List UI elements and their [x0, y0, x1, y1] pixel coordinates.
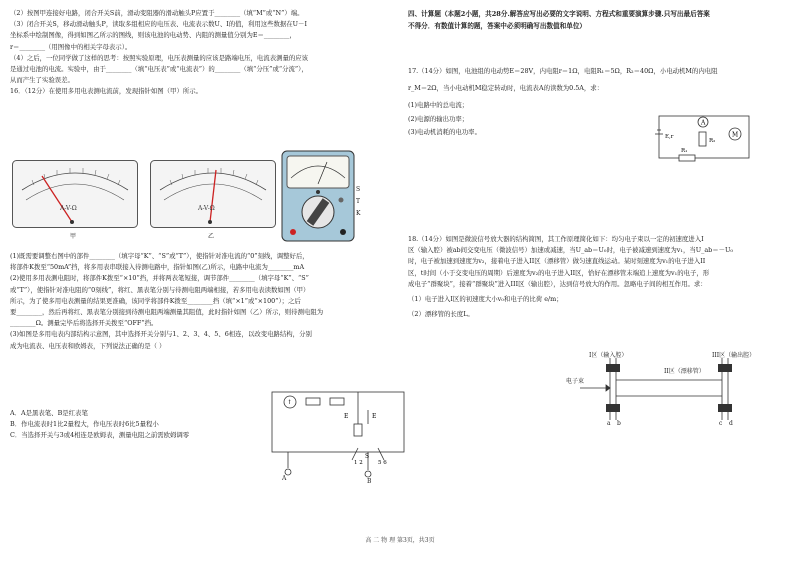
label-R2: R₂: [709, 138, 716, 144]
svg-text:5 6: 5 6: [378, 460, 387, 466]
meter-figure-yi: [150, 160, 276, 228]
meter-yi-svg: [150, 160, 276, 228]
paragraph: （2）按图甲连接好电路，闭合开关S前，滑动变阻器的滑动触头P应置于________（填“M”或“N”）端。: [10, 9, 304, 17]
option-b: B．作电流表时1比2量程大，作电压表时6比5量程小: [10, 420, 159, 429]
question-16-body: [10, 251, 395, 352]
paragraph: 要________，然后再将红、黑表笔分别接到待测电阻两端测量其阻值，此时指针如图（乙）所示，则待测电阻为: [10, 308, 324, 317]
svg-text:E: E: [372, 413, 377, 420]
meter-figure-jia: [12, 160, 138, 228]
paragraph: ________Ω。测量完毕后将选择开关拨至“OFF”挡。: [10, 319, 158, 328]
paragraph: （4）之后，一位同学做了这样的思考：按照实验原理，电压表测量的应该是路端电压，电流表测量的应该: [10, 53, 309, 62]
label-d: d: [729, 420, 733, 427]
multimeter-svg: [281, 150, 355, 242]
paragraph: 将部件K拨至“50mA”挡，将多用表串联接入待测电路中，指针如图(乙)所示，电路中电流为________mA: [10, 263, 305, 272]
paragraph: 18.（14分）如图是微波信号放大器的结构简图，其工作原理简化如下：均匀电子束以一定的初速度进入I: [408, 235, 704, 243]
page-footer: 高 二 物 理 第3页，共3页: [365, 537, 435, 544]
option-a: A．A是黑表笔、B是红表笔: [10, 409, 88, 417]
label-E: E,r: [665, 134, 674, 140]
paragraph: 是通过电池的电流。实验中，由于________（填“电压表”或“电流表”）的________（填“分压”或“分流”），: [10, 65, 308, 74]
figure-label-jia: 甲: [70, 233, 77, 240]
paragraph: 所示，为了使多用电表测量的结果更准确，该同学将部件K拨至________挡（填“×1”或“×100”）；之后: [10, 296, 301, 305]
label-c: c: [719, 420, 723, 427]
label-R1: R₁: [681, 148, 688, 154]
multimeter-figure: [281, 150, 355, 242]
label-M: M: [732, 131, 739, 139]
paragraph: r_M＝2Ω，当小电动机M稳定转动时，电流表A的读数为0.5A，求：: [408, 84, 604, 93]
options-list: [10, 408, 270, 442]
svg-text:E: E: [344, 413, 349, 420]
label-S: S: [356, 186, 361, 193]
sub-question: (1)电路中的总电流；: [408, 101, 469, 110]
sub-question: (3)电动机消耗的电功率。: [408, 127, 481, 136]
paragraph: 17.（14分）如图，电池组的电动势E＝28V，内电阻r＝1Ω，电阻R₁＝5Ω，R₂＝40Ω，小电动机M的内电阻: [408, 67, 718, 75]
paragraph: 或“T”），使指针对准电阻的“0刻线”，将红、黑表笔分别与待测电阻两端相接，若多用电表读数如图（甲）: [10, 285, 310, 294]
label-A: A: [701, 119, 706, 127]
amplifier-svg: [560, 350, 760, 430]
label-a: a: [607, 420, 611, 427]
question-16-title: 16．（12分）在使用多用电表测电流前，发现指针如图（甲）所示。: [10, 87, 202, 96]
meter-jia-svg: [12, 160, 138, 228]
circuit-svg: [268, 388, 408, 488]
zone-1-label: I区（输入腔）: [589, 352, 628, 359]
multimeter-circuit-diagram: [268, 388, 408, 488]
paragraph: (2)使用多用表测电阻时，将部件K拨至“×10”挡，并将两表笔短接，调节部件________（填字母“K”、“S”: [10, 274, 309, 283]
probe-A-label: A: [282, 475, 287, 482]
paragraph: 从而产生了实验误差。: [10, 76, 74, 85]
figure-label-yi: 乙: [208, 233, 215, 240]
meter-scale-label: A-V-Ω: [198, 205, 215, 212]
section-heading: 四、计算题（本题2小题，共28分.解答应写出必要的文字说明、方程式和重要演算步骤.只写出最后答案: [408, 10, 710, 18]
label-K: K: [356, 210, 361, 217]
paragraph: 区（输入腔）被ab间交变电压（微波信号）加速或减速，当U_ab＝U₀时，电子被减速到速度为v₁，当U_ab＝－U₀: [408, 246, 733, 255]
paragraph: 区，t时间（小于交变电压的周期）后速度为v₂的电子进入II区，恰好在漂移管末端追上速度为v₁的电子，形: [408, 268, 710, 277]
meter-scale-label: A-V-Ω: [60, 205, 77, 212]
paragraph: 成电子“群聚块”，接着“群聚块”进入III区（输出腔），达到信号放大的作用。忽略电子间的相互作用。求：: [408, 279, 707, 288]
option-c: C．当选择开关与3或4相连是欧姆表，测量电阻之前需欧姆调零: [10, 431, 190, 440]
paragraph: (3)如图是多用电表内部结构示意图，其中选择开关分别与1、2、3、4、5、6相连，以改变电路结构，分别: [10, 330, 312, 339]
zone-2-label: II区（漂移管）: [664, 368, 705, 375]
q17-circuit-diagram: [655, 112, 755, 164]
svg-text:S: S: [365, 453, 370, 460]
sub-question: (2)电源的输出功率；: [408, 114, 469, 123]
section-heading: 不得分．有数值计算的题，答案中必须明确写出数值和单位）: [408, 22, 587, 30]
paragraph: 时，电子被加速到速度为v₂，接着电子进入II区（漂移管）做匀速直线运动。某时刻速度为v₁的电子进入II: [408, 257, 706, 266]
label-T: T: [356, 198, 361, 205]
amplifier-diagram: [560, 350, 760, 430]
zone-3-label: III区（输出腔）: [712, 352, 756, 359]
q17-circuit-svg: [655, 112, 755, 164]
svg-text:↑: ↑: [287, 399, 293, 406]
paragraph: （3）闭合开关S，移动滑动触头P，读取多组相应的电压表、电流表示数U、I的值，利用这些数据在U－I: [10, 20, 307, 29]
electron-beam-label: 电子束: [566, 378, 585, 385]
sub-question: （1）电子进入I区的初速度大小v₀和电子的比荷 e/m；: [408, 295, 563, 304]
svg-text:1 2: 1 2: [354, 460, 363, 466]
paragraph: (1)既需要调整右图中的部件________（填字母“K”、“S”或“T”），使指针对准电流的“0”刻线，调整好后，: [10, 252, 309, 260]
question-18: [408, 234, 792, 320]
paragraph: r＝________（用图像中的相关字母表示）。: [10, 42, 132, 51]
label-b: b: [617, 420, 621, 427]
paragraph: 成为电流表、电压表和欧姆表，下列说法正确的是（ ）: [10, 341, 166, 350]
right-column: [408, 8, 792, 32]
left-column: [10, 8, 395, 98]
paragraph: 坐标系中绘制图像，得到如图乙所示的图线，则该电池的电动势、内阻的测量值分别为E＝________，: [10, 31, 296, 40]
sub-question: （2）漂移管的长度L。: [408, 310, 474, 319]
probe-B-label: B: [367, 478, 372, 485]
